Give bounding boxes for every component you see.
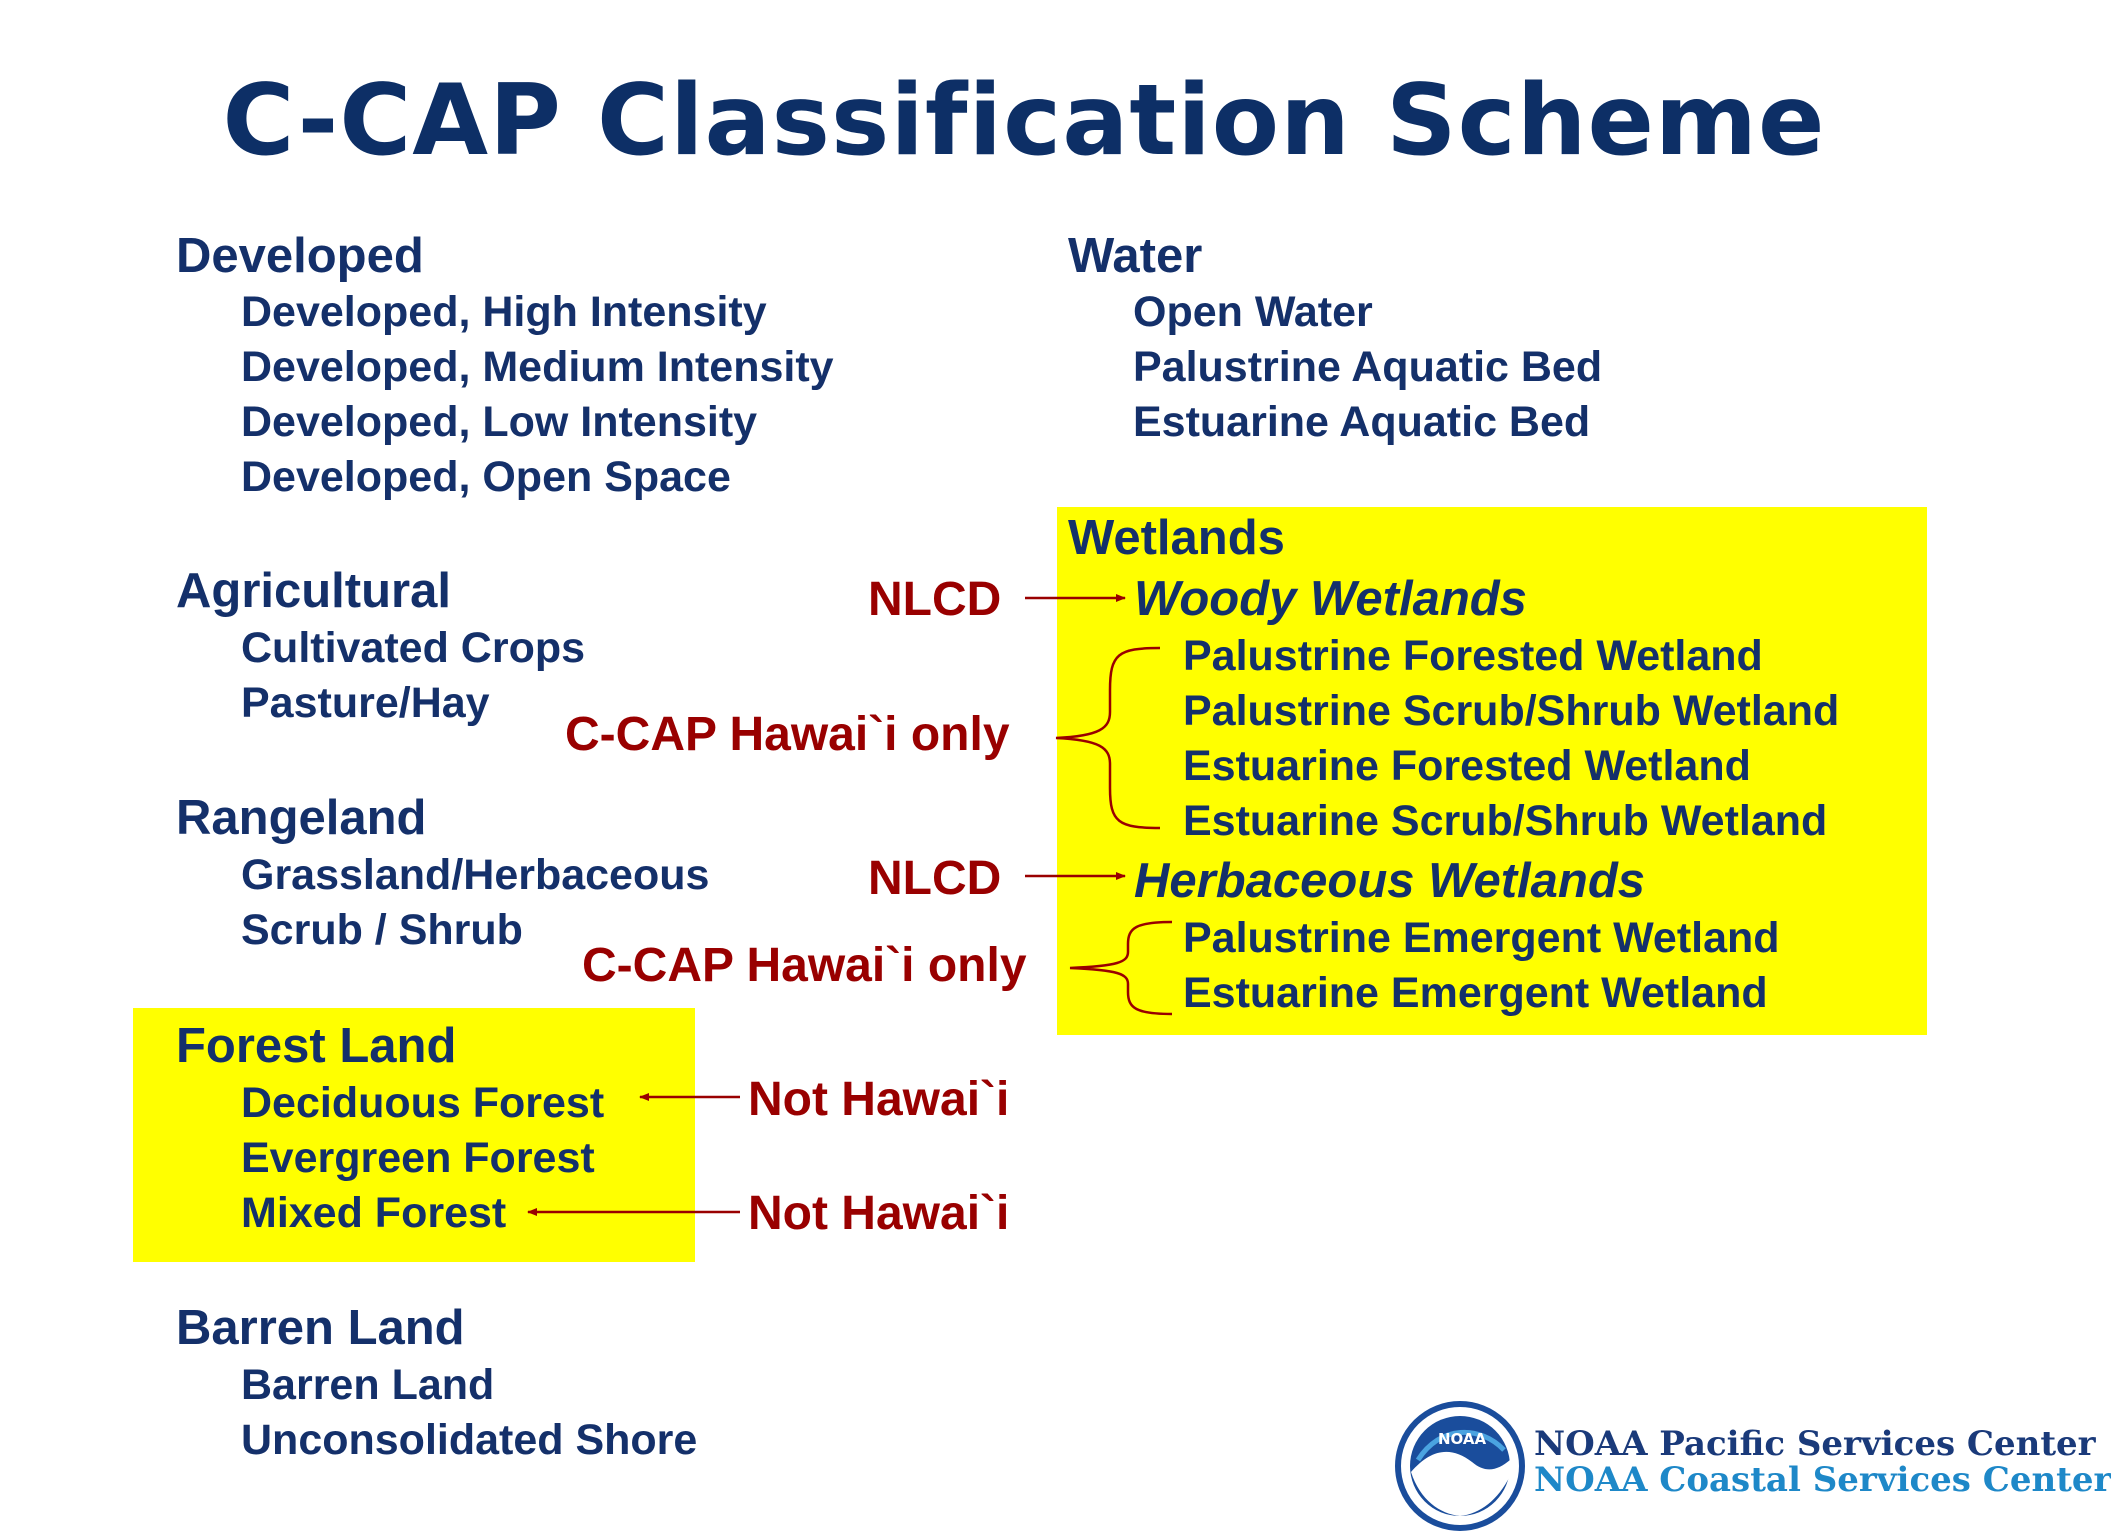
list-item: Developed, Low Intensity [241, 398, 758, 446]
category-developed: Developed [176, 229, 424, 283]
list-item: Palustrine Forested Wetland [1183, 632, 1763, 680]
list-item: Palustrine Emergent Wetland [1183, 914, 1780, 962]
list-item: Grassland/Herbaceous [241, 851, 710, 899]
page-title: C-CAP Classification Scheme [222, 64, 1826, 178]
list-item: Deciduous Forest [241, 1079, 605, 1127]
list-item: Barren Land [241, 1361, 495, 1409]
noaa-emblem-text: NOAA [1438, 1430, 1487, 1448]
category-rangeland: Rangeland [176, 791, 427, 845]
list-item: Developed, Open Space [241, 453, 731, 501]
list-item: Evergreen Forest [241, 1134, 595, 1182]
category-water: Water [1068, 229, 1203, 283]
category-barren-land: Barren Land [176, 1301, 465, 1355]
subcategory-herbaceous-wetlands: Herbaceous Wetlands [1134, 854, 1646, 908]
list-item: Estuarine Forested Wetland [1183, 742, 1751, 790]
list-item: Mixed Forest [241, 1189, 507, 1237]
list-item: Scrub / Shrub [241, 906, 523, 954]
list-item: Estuarine Aquatic Bed [1133, 398, 1591, 446]
list-item: Developed, High Intensity [241, 288, 767, 336]
list-item: Palustrine Scrub/Shrub Wetland [1183, 687, 1840, 735]
list-item: Estuarine Emergent Wetland [1183, 969, 1768, 1017]
category-forest-land: Forest Land [176, 1019, 457, 1073]
list-item: Open Water [1133, 288, 1373, 336]
category-agricultural: Agricultural [176, 564, 451, 618]
not-hawaii-label-deciduous: Not Hawai`i [748, 1073, 1010, 1126]
list-item: Pasture/Hay [241, 679, 490, 727]
subcategory-woody-wetlands: Woody Wetlands [1134, 572, 1527, 626]
list-item: Cultivated Crops [241, 624, 586, 672]
nlcd-label-woody: NLCD [868, 573, 1002, 626]
list-item: Unconsolidated Shore [241, 1416, 698, 1464]
ccap-hawaii-only-label-woody: C-CAP Hawai`i only [565, 708, 1010, 761]
logo-line-coastal: NOAA Coastal Services Center [1534, 1460, 2111, 1500]
category-wetlands: Wetlands [1068, 511, 1285, 565]
logo-line-pacific: NOAA Pacific Services Center [1534, 1424, 2096, 1464]
list-item: Palustrine Aquatic Bed [1133, 343, 1603, 391]
list-item: Estuarine Scrub/Shrub Wetland [1183, 797, 1828, 845]
not-hawaii-label-mixed: Not Hawai`i [748, 1187, 1010, 1240]
ccap-hawaii-only-label-herbaceous: C-CAP Hawai`i only [582, 939, 1027, 992]
nlcd-label-herbaceous: NLCD [868, 852, 1002, 905]
list-item: Developed, Medium Intensity [241, 343, 834, 391]
